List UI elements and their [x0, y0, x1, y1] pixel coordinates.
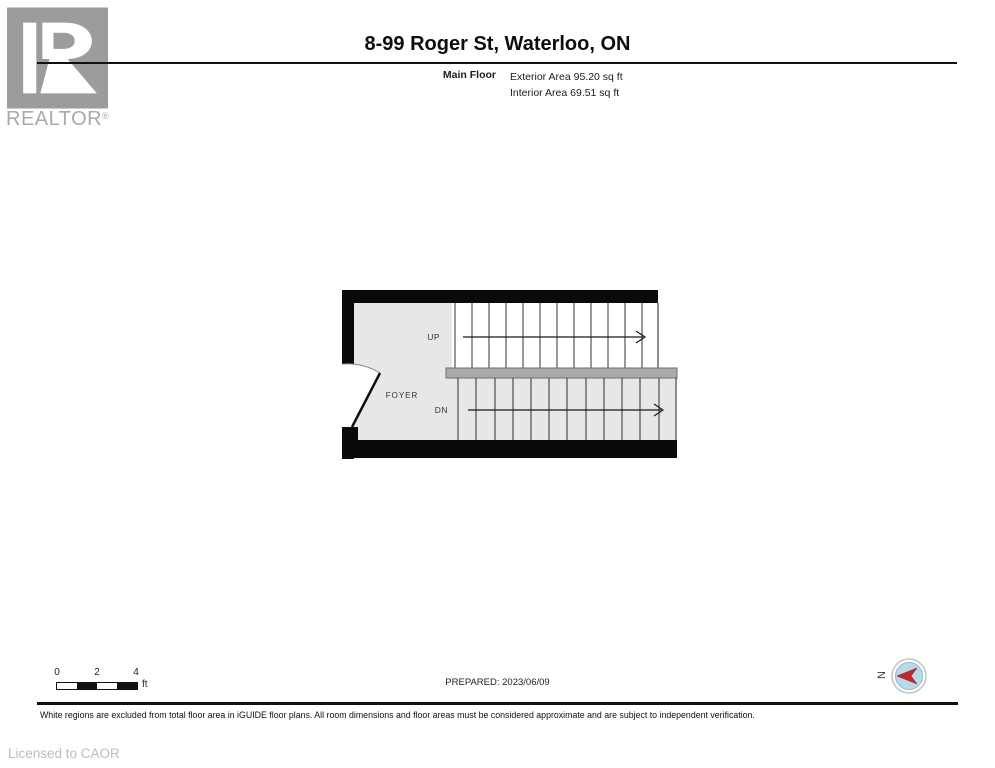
down-label: DN — [434, 405, 448, 415]
compass-north-label: N — [875, 671, 888, 679]
prepared-date: PREPARED: 2023/06/09 — [445, 677, 550, 688]
scale-tick-2: 2 — [94, 667, 100, 678]
exterior-area-text: Exterior Area 95.20 sq ft — [510, 71, 623, 83]
up-label: UP — [427, 332, 440, 342]
realtor-logo-icon — [7, 7, 108, 109]
area-summary — [510, 69, 623, 101]
header-rule — [37, 62, 957, 64]
compass — [875, 657, 936, 697]
page-title: 8-99 Roger St, Waterloo, ON — [364, 33, 631, 55]
stair-railing — [446, 368, 677, 378]
compass-icon — [890, 657, 928, 695]
room-label-foyer: FOYER — [385, 391, 419, 400]
floor-name-label: Main Floor — [442, 69, 496, 81]
license-text: Licensed to CAOR — [8, 746, 120, 761]
disclaimer-text: White regions are excluded from total floor area in iGUIDE floor plans. All room dimensions and floor areas must be considered approximate and are subject to independent verification. — [40, 710, 755, 720]
scale-tick-0: 0 — [54, 667, 60, 678]
stairs-up-floor — [452, 303, 658, 368]
stairs-down-floor — [452, 378, 677, 440]
floorplan-drawing — [340, 288, 680, 460]
interior-area-text: Interior Area 69.51 sq ft — [510, 87, 620, 99]
scale-tick-4: 4 — [133, 667, 139, 678]
realtor-wordmark: REALTOR® — [6, 108, 110, 130]
footer-rule — [37, 702, 958, 705]
registered-mark: ® — [102, 111, 110, 121]
scale-unit-label: ft — [142, 679, 148, 690]
